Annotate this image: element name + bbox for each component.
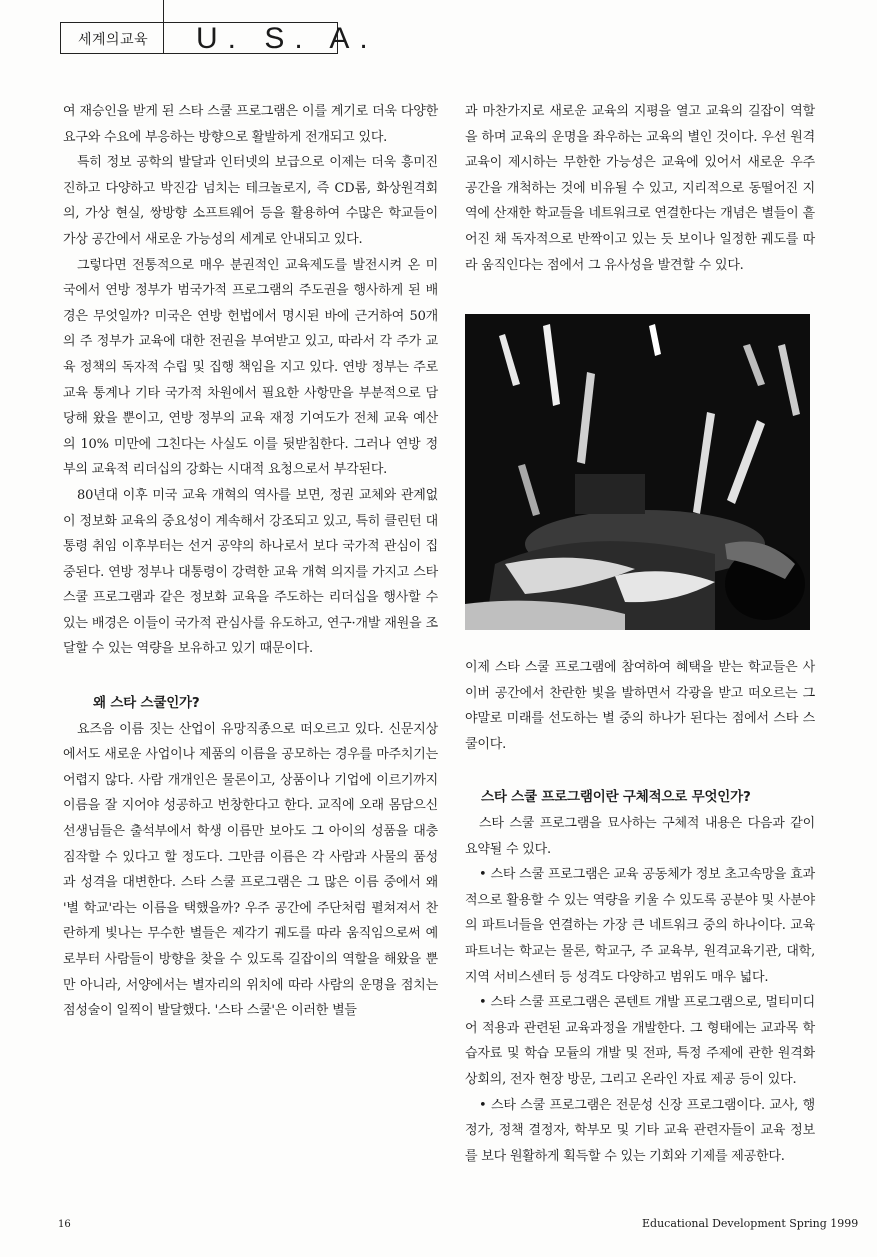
right-column-top (465, 99, 815, 278)
left-column (63, 99, 438, 1024)
right-column-bottom (465, 655, 815, 1169)
country-title: U. S. A. (196, 22, 378, 55)
section-heading: 왜 스타 스쿨인가? (93, 695, 200, 712)
page-number: 16 (58, 1219, 71, 1230)
paragraph: 이제 스타 스쿨 프로그램에 참여하여 혜택을 받는 학교들은 사이버 공간에서 찬란한 빛을 발하면서 각광을 받고 떠오르는 그야말로 미래를 선도하는 별 중의 하나가 된다는 점에서 스타 스쿨이다. (465, 660, 815, 752)
classroom-photo (465, 314, 810, 630)
section-label: 세계의교육 (78, 32, 149, 48)
bullet-item: • 스타 스쿨 프로그램은 전문성 신장 프로그램이다. 교사, 행정가, 정책 결정자, 학부모 및 기타 교육 관련자들이 교육 정보를 보다 원활하게 획득할 수 있는 기회와 기제를 제공한다. (465, 1097, 815, 1164)
paragraph: 스타 스쿨 프로그램을 묘사하는 구체적 내용은 다음과 같이 요약될 수 있다. (465, 815, 815, 857)
bullet-item: • 스타 스쿨 프로그램은 교육 공동체가 정보 초고속망을 효과적으로 활용할 수 있는 역량을 키울 수 있도록 공분야 및 사분야의 파트너들을 연결하는 가장 큰 네트워크 중의 하나이다. 교육 파트너는 학교는 물론, 학교구, 주 교육부, 원격교육기관, 대학, 지역 서비스센터 등 성격도 다양하고 범위도 매우 넓다. (465, 867, 815, 985)
paragraph: 요즈음 이름 짓는 산업이 유망직종으로 떠오르고 있다. 신문지상에서도 새로운 사업이나 제품의 이름을 공모하는 경우를 마주치기는 어렵지 않다. 사람 개개인은 물론이고, 상품이나 기업에 이르기까지 이름을 잘 지어야 성공하고 번창한다고 한다. 교직에 오래 몸담으신 선생님들은 출석부에서 학생 이름만 보아도 그 아이의 성품을 대충 짐작할 수 있다고 할 정도다. 그만큼 이름은 각 사람과 사물의 품성과 성격을 대변한다. 스타 스쿨 프로그램은 그 많은 이름 중에서 왜 '별 학교'라는 이름을 택했을까? 우주 공간에 주단처럼 펼쳐져서 찬란하게 빛나는 무수한 별들은 제각기 궤도를 따라 움직임으로써 예로부터 사람들이 방향을 찾을 수 있도록 길잡이의 역할을 해왔을 뿐만 아니라, 서양에서는 별자리의 위치에 따라 사람의 운명을 점치는 점성술이 일찍이 발달했다. '스타 스쿨'은 이러한 별들 (63, 721, 438, 1019)
paragraph: 여 재승인을 받게 된 스타 스쿨 프로그램은 이를 계기로 더욱 다양한 요구와 수요에 부응하는 방향으로 활발하게 전개되고 있다. (63, 104, 438, 145)
journal-footer: Educational Development Spring 1999 (642, 1217, 859, 1230)
section-heading: 스타 스쿨 프로그램이란 구체적으로 무엇인가? (481, 789, 751, 806)
paragraph: 그렇다면 전통적으로 매우 분권적인 교육제도를 발전시켜 온 미국에서 연방 정부가 범국가적 프로그램의 주도권을 행사하게 된 배경은 무엇일까? 미국은 연방 헌법에서 명시된 바에 근거하여 50개의 주 정부가 교육에 대한 전권을 부여받고 있고, 따라서 각 주가 교육 정책의 독자적 수립 및 집행 책임을 지고 있다. 연방 정부는 주로 교육 통계나 기타 국가적 차원에서 필요한 사항만을 부분적으로 담당해 왔을 뿐이고, 연방 정부의 교육 재정 기여도가 전체 교육 예산의 10% 미만에 그친다는 사실도 이를 뒷받침한다. 그러나 연방 정부의 교육적 리더십의 강화는 시대적 요청으로서 부각된다. (63, 257, 438, 478)
header-divider (163, 0, 164, 54)
paragraph: 특히 정보 공학의 발달과 인터넷의 보급으로 이제는 더욱 흥미진진하고 다양하고 박진감 넘치는 테크놀로지, 즉 CD롬, 화상원격회의, 가상 현실, 쌍방향 소프트웨어 등을 활용하여 수많은 학교들이 가상 공간에서 새로운 가능성의 세계로 안내되고 있다. (63, 155, 438, 247)
bullet-item: • 스타 스쿨 프로그램은 콘텐트 개발 프로그램으로, 멀티미디어 적용과 관련된 교육과정을 개발한다. 그 형태에는 교과목 학습자료 및 학습 모듈의 개발 및 전파, 특정 주제에 관한 원격화상회의, 전자 현장 방문, 그리고 온라인 자료 제공 등이 있다. (465, 995, 815, 1087)
paragraph: 과 마찬가지로 새로운 교육의 지평을 열고 교육의 길잡이 역할을 하며 교육의 운명을 좌우하는 교육의 별인 것이다. 우선 원격교육이 제시하는 무한한 가능성은 교육에 있어서 새로운 우주 공간을 개척하는 것에 비유될 수 있고, 지리적으로 동떨어진 지역에 산재한 학교들을 네트워크로 연결한다는 개념은 별들이 흩어진 채 독자적으로 반짝이고 있는 듯 보이나 일정한 궤도를 따라 움직인다는 점에서 그 유사성을 발견할 수 있다. (465, 104, 815, 273)
paragraph: 80년대 이후 미국 교육 개혁의 역사를 보면, 정권 교체와 관계없이 정보화 교육의 중요성이 계속해서 강조되고 있고, 특히 클린턴 대통령 취임 이후부터는 선거 공약의 하나로서 보다 국가적 관심이 집중된다. 연방 정부나 대통령이 강력한 교육 개혁 의지를 가지고 스타 스쿨 프로그램과 같은 정보화 교육을 주도하는 리더십을 행사할 수 있는 배경은 이들이 국가적 관심사를 유도하고, 연구·개발 재원을 조달할 수 있는 역량을 보유하고 있기 때문이다. (63, 487, 438, 657)
